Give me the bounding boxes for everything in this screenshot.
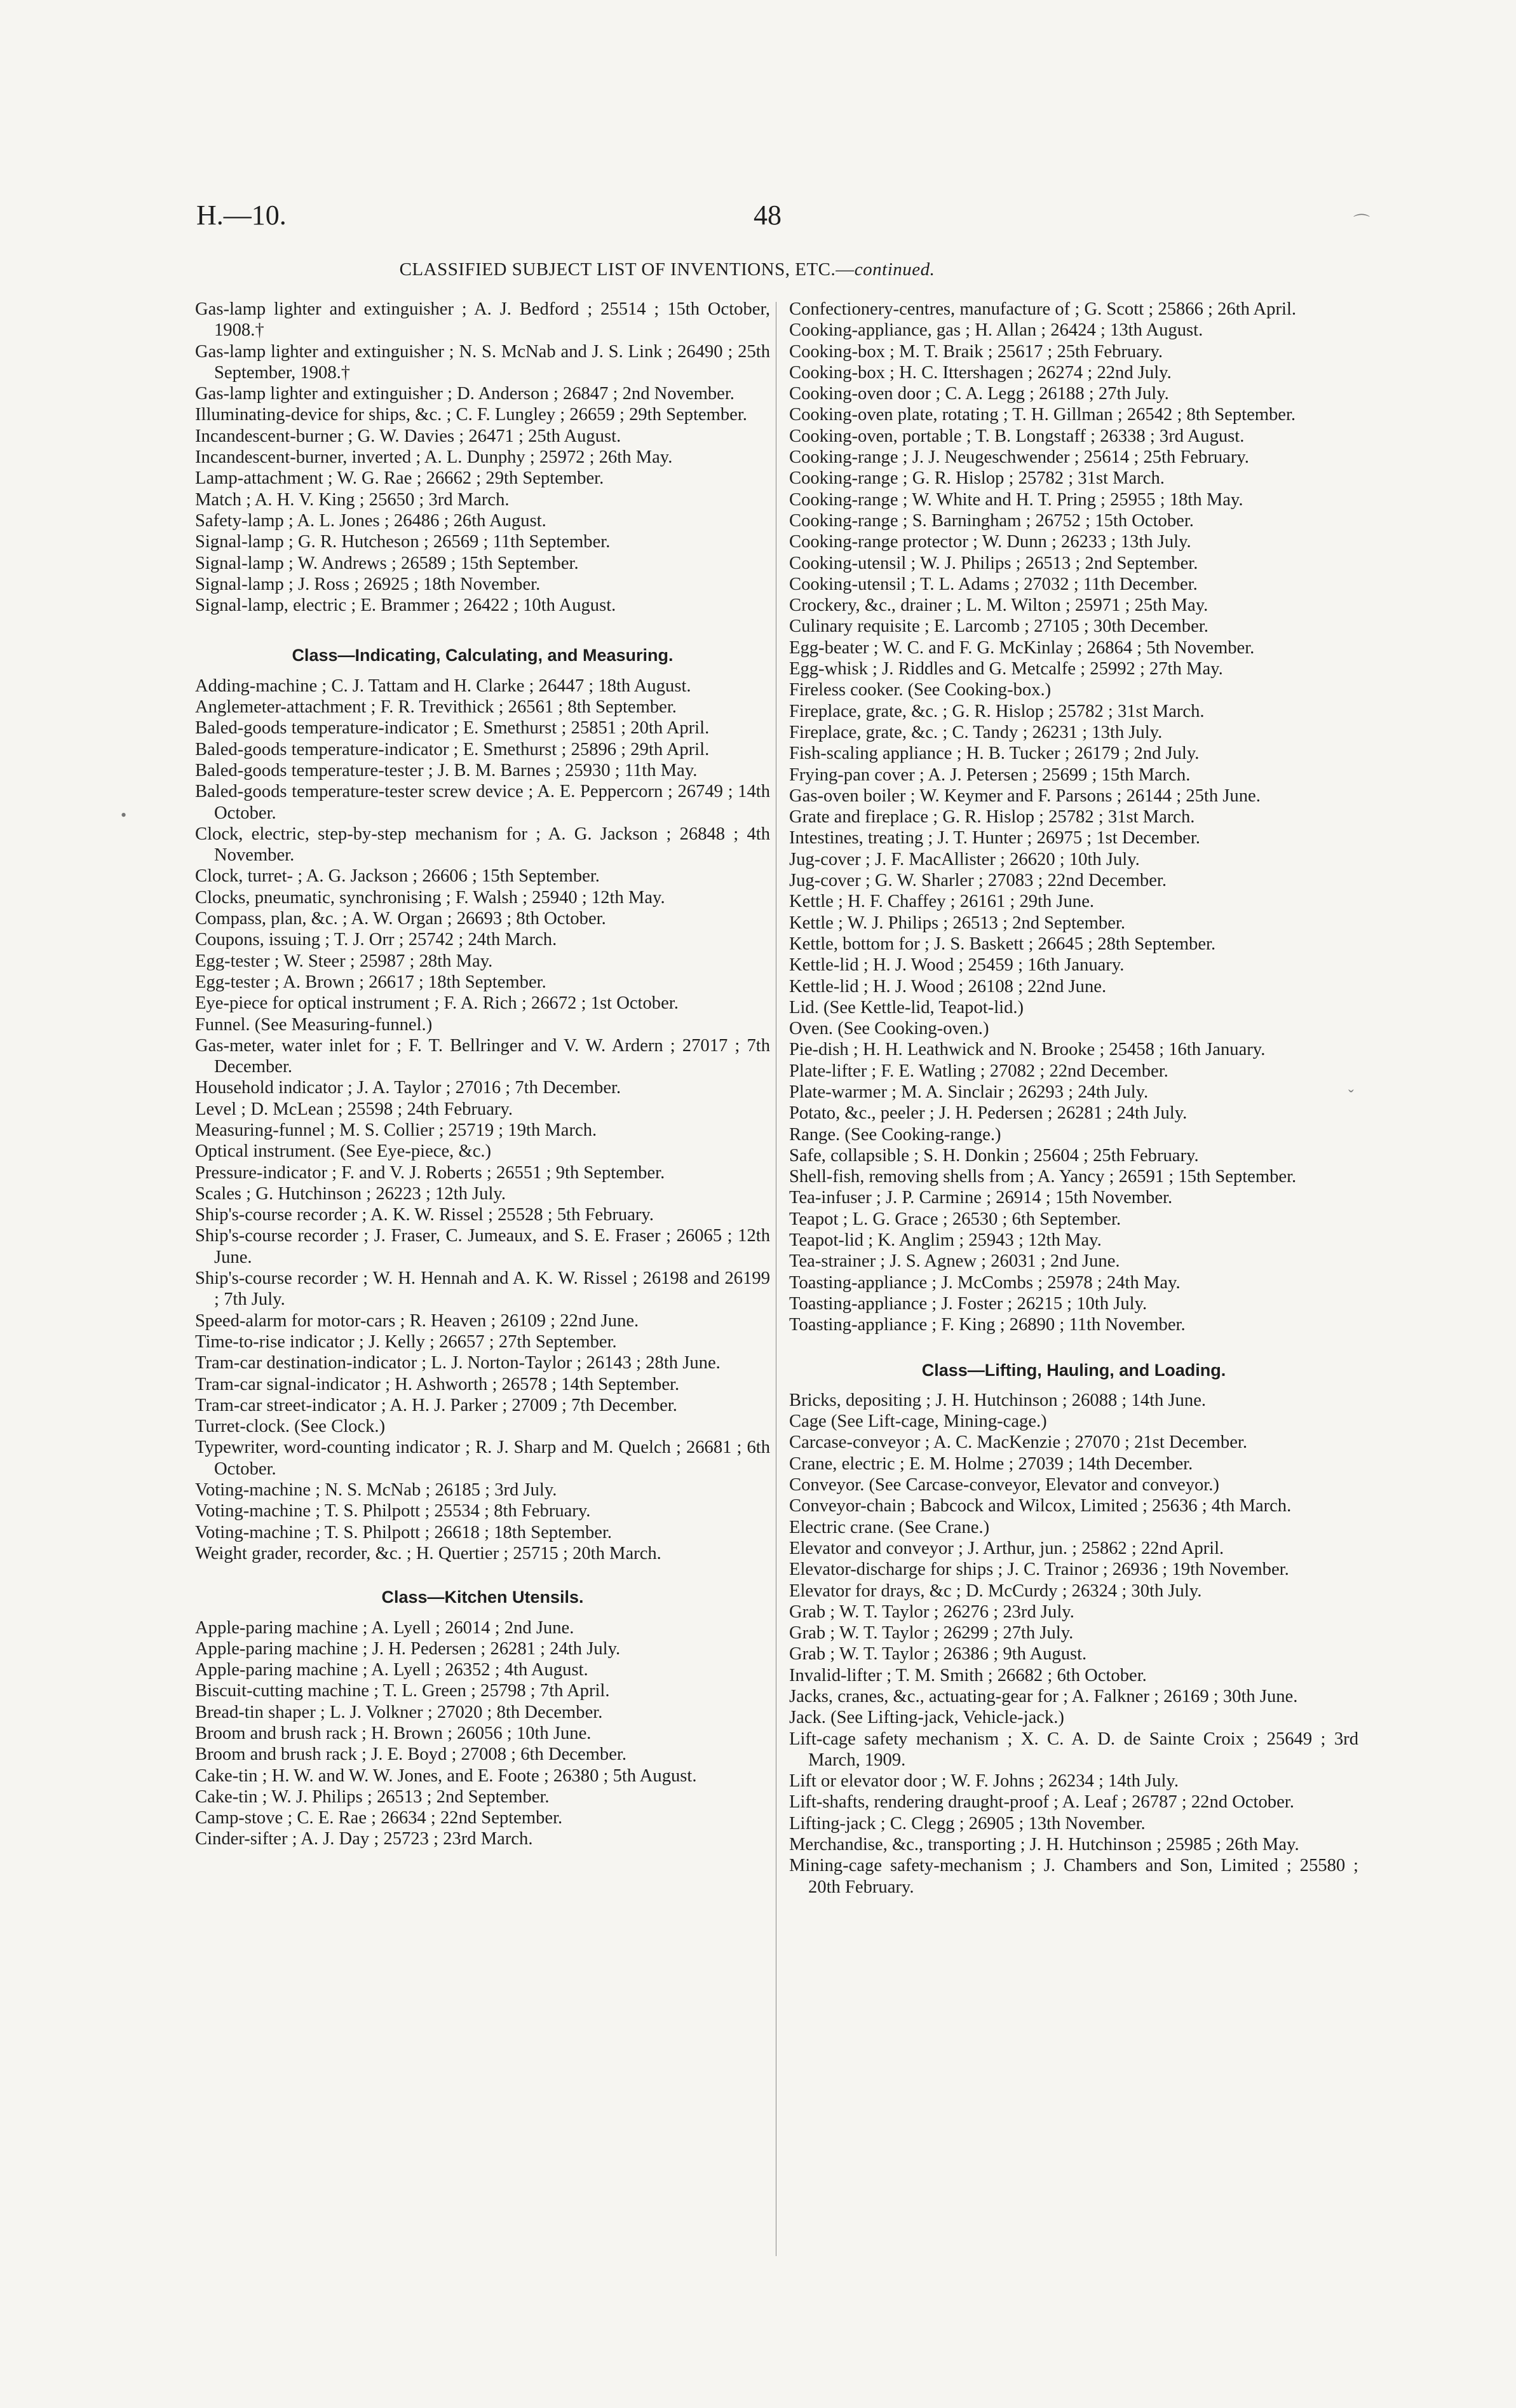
list-item: Cooking-box ; M. T. Braik ; 25617 ; 25th February. — [789, 341, 1163, 362]
list-item: Jug-cover ; J. F. MacAllister ; 26620 ; 10th July. — [789, 849, 1140, 869]
list-item: Elevator for drays, &c ; D. McCurdy ; 26324 ; 30th July. — [789, 1581, 1202, 1601]
list-item: Grate and fireplace ; G. R. Hislop ; 25782 ; 31st March. — [789, 807, 1195, 827]
list-item: Signal-lamp, electric ; E. Brammer ; 26422 ; 10th August. — [195, 595, 616, 616]
list-item: Fireplace, grate, &c. ; C. Tandy ; 26231 ; 13th July. — [789, 722, 1163, 742]
list-item: Cooking-oven, portable ; T. B. Longstaff ; 26338 ; 3rd August. — [789, 426, 1245, 446]
list-item: Apple-paring machine ; A. Lyell ; 26014 ; 2nd June. — [195, 1617, 574, 1638]
list-item: Grab ; W. T. Taylor ; 26386 ; 9th August. — [789, 1644, 1087, 1664]
list-item: Egg-tester ; A. Brown ; 26617 ; 18th September. — [195, 972, 546, 992]
list-item: Kettle ; H. F. Chaffey ; 26161 ; 29th June. — [789, 892, 1095, 912]
list-item: Illuminating-device for ships, &c. ; C. F. Lungley ; 26659 ; 29th September. — [195, 405, 747, 425]
list-item: Kettle-lid ; H. J. Wood ; 25459 ; 16th January. — [789, 955, 1125, 976]
list-item: Household indicator ; J. A. Taylor ; 27016 ; 7th December. — [195, 1078, 621, 1098]
left-column — [195, 299, 770, 1850]
list-item: Gas-meter, water inlet for ; F. T. Bellringer and V. W. Ardern ; 27017 ; 7th December. — [195, 1035, 770, 1077]
list-item: Merchandise, &c., transporting ; J. H. Hutchinson ; 25985 ; 26th May. — [789, 1835, 1299, 1855]
list-item: Invalid-lifter ; T. M. Smith ; 26682 ; 6th October. — [789, 1665, 1147, 1685]
list-item: Biscuit-cutting machine ; T. L. Green ; 25798 ; 7th April. — [195, 1681, 610, 1701]
list-item: Cooking-range ; W. White and H. T. Pring ; 25955 ; 18th May. — [789, 489, 1243, 510]
list-item: Toasting-appliance ; J. McCombs ; 25978 ; 24th May. — [789, 1272, 1181, 1293]
list-item: Intestines, treating ; J. T. Hunter ; 26975 ; 1st December. — [789, 828, 1200, 848]
list-item: Egg-beater ; W. C. and F. G. McKinlay ; 26864 ; 5th November. — [789, 637, 1255, 658]
list-item: Cooking-appliance, gas ; H. Allan ; 26424 ; 13th August. — [789, 320, 1203, 341]
list-item: Baled-goods temperature-indicator ; E. Smethurst ; 25851 ; 20th April. — [195, 718, 710, 738]
list-item: Time-to-rise indicator ; J. Kelly ; 26657 ; 27th September. — [195, 1331, 617, 1352]
list-item: Lift or elevator door ; W. F. Johns ; 26234 ; 14th July. — [789, 1771, 1179, 1792]
list-item: Fireless cooker. (See Cooking-box.) — [789, 680, 1052, 700]
list-item: Crockery, &c., drainer ; L. M. Wilton ; 25971 ; 25th May. — [789, 595, 1208, 616]
kitchen-continued-entry-list — [789, 299, 1358, 1336]
list-item: Ship's-course recorder ; W. H. Hennah and A. K. W. Rissel ; 26198 and 26199 ; 7th July. — [195, 1269, 770, 1310]
indicating-entry-list — [195, 676, 770, 1564]
list-item: Shell-fish, removing shells from ; A. Yancy ; 26591 ; 15th September. — [789, 1167, 1297, 1187]
list-item: Scales ; G. Hutchinson ; 26223 ; 12th July. — [195, 1183, 506, 1204]
list-item: Elevator-discharge for ships ; J. C. Trainor ; 26936 ; 19th November. — [789, 1560, 1289, 1580]
list-item: Broom and brush rack ; J. E. Boyd ; 27008 ; 6th December. — [195, 1745, 626, 1765]
list-item: Cooking-range ; G. R. Hislop ; 25782 ; 31st March. — [789, 468, 1165, 489]
list-item: Baled-goods temperature-tester screw device ; A. E. Peppercorn ; 26749 ; 14th October. — [195, 782, 770, 823]
list-item: Incandescent-burner ; G. W. Davies ; 26471 ; 25th August. — [195, 426, 621, 446]
list-item: Fish-scaling appliance ; H. B. Tucker ; 26179 ; 2nd July. — [789, 744, 1200, 764]
list-item: Teapot ; L. G. Grace ; 26530 ; 6th September. — [789, 1209, 1121, 1229]
list-item: Voting-machine ; T. S. Philpott ; 25534 ; 8th February. — [195, 1501, 591, 1521]
list-item: Range. (See Cooking-range.) — [789, 1124, 1001, 1145]
list-item: Weight grader, recorder, &c. ; H. Quertier ; 25715 ; 20th March. — [195, 1543, 661, 1563]
list-item: Potato, &c., peeler ; J. H. Pedersen ; 26281 ; 24th July. — [789, 1103, 1188, 1124]
list-item: Baled-goods temperature-tester ; J. B. M. Barnes ; 25930 ; 11th May. — [195, 760, 698, 780]
list-item: Signal-lamp ; W. Andrews ; 26589 ; 15th September. — [195, 553, 579, 573]
list-item: Tea-strainer ; J. S. Agnew ; 26031 ; 2nd June. — [789, 1251, 1120, 1272]
list-item: Plate-warmer ; M. A. Sinclair ; 26293 ; 24th July. — [789, 1082, 1149, 1102]
margin-tick-icon: ˇ — [1348, 1087, 1354, 1105]
list-item: Culinary requisite ; E. Larcomb ; 27105 ; 30th December. — [789, 616, 1208, 637]
list-item: Bread-tin shaper ; L. J. Volkner ; 27020 ; 8th December. — [195, 1702, 603, 1722]
page-title-main: CLASSIFIED SUBJECT LIST OF INVENTIONS, ETC.— — [399, 259, 855, 280]
lifting-entry-list — [789, 1390, 1358, 1898]
list-item: Toasting-appliance ; F. King ; 26890 ; 11th November. — [789, 1315, 1186, 1335]
list-item: Gas-lamp lighter and extinguisher ; N. S. McNab and J. S. Link ; 26490 ; 25th September, 1908.† — [195, 341, 770, 383]
document-reference: H.—10. — [196, 200, 287, 231]
class-heading-kitchen: Class—Kitchen Utensils. — [381, 1588, 584, 1607]
list-item: Frying-pan cover ; A. J. Petersen ; 25699 ; 15th March. — [789, 765, 1191, 785]
list-item: Measuring-funnel ; M. S. Collier ; 25719 ; 19th March. — [195, 1120, 597, 1140]
list-item: Funnel. (See Measuring-funnel.) — [195, 1014, 433, 1035]
list-item: Match ; A. H. V. King ; 25650 ; 3rd March. — [195, 489, 510, 510]
list-item: Egg-whisk ; J. Riddles and G. Metcalfe ; 25992 ; 27th May. — [789, 659, 1223, 679]
list-item: Compass, plan, &c. ; A. W. Organ ; 26693 ; 8th October. — [195, 909, 606, 929]
list-item: Crane, electric ; E. M. Holme ; 27039 ; 14th December. — [789, 1453, 1193, 1474]
list-item: Voting-machine ; T. S. Philpott ; 26618 ; 18th September. — [195, 1522, 612, 1542]
list-item: Camp-stove ; C. E. Rae ; 26634 ; 22nd September. — [195, 1808, 563, 1828]
margin-mark-icon: ⌒ — [1353, 214, 1370, 232]
list-item: Conveyor. (See Carcase-conveyor, Elevator and conveyor.) — [789, 1475, 1219, 1495]
list-item: Cooking-range protector ; W. Dunn ; 26233 ; 13th July. — [789, 532, 1191, 552]
list-item: Cooking-range ; J. J. Neugeschwender ; 25614 ; 25th February. — [789, 447, 1249, 468]
list-item: Tram-car signal-indicator ; H. Ashworth ; 26578 ; 14th September. — [195, 1374, 680, 1394]
list-item: Tram-car street-indicator ; A. H. J. Parker ; 27009 ; 7th December. — [195, 1395, 677, 1415]
kitchen-entry-list — [195, 1617, 770, 1850]
list-item: Pressure-indicator ; F. and V. J. Roberts ; 26551 ; 9th September. — [195, 1162, 665, 1183]
right-column — [789, 299, 1358, 1898]
list-item: Clock, electric, step-by-step mechanism for ; A. G. Jackson ; 26848 ; 4th November. — [195, 824, 770, 866]
list-item: Turret-clock. (See Clock.) — [195, 1417, 386, 1437]
list-item: Cooking-oven door ; C. A. Legg ; 26188 ; 27th July. — [789, 384, 1169, 404]
class-heading-indicating: Class—Indicating, Calculating, and Measuring. — [292, 646, 673, 665]
list-item: Tea-infuser ; J. P. Carmine ; 26914 ; 15th November. — [789, 1188, 1173, 1208]
list-item: Anglemeter-attachment ; F. R. Trevithick ; 26561 ; 8th September. — [195, 697, 677, 718]
list-item: Mining-cage safety-mechanism ; J. Chambers and Son, Limited ; 25580 ; 20th February. — [789, 1856, 1358, 1897]
page-number: 48 — [754, 200, 782, 231]
list-item: Electric crane. (See Crane.) — [789, 1517, 990, 1537]
list-item: Lamp-attachment ; W. G. Rae ; 26662 ; 29th September. — [195, 468, 604, 489]
list-item: Baled-goods temperature-indicator ; E. Smethurst ; 25896 ; 29th April. — [195, 739, 710, 759]
list-item: Tram-car destination-indicator ; L. J. Norton-Taylor ; 26143 ; 28th June. — [195, 1353, 721, 1373]
list-item: Fireplace, grate, &c. ; G. R. Hislop ; 25782 ; 31st March. — [789, 701, 1205, 721]
list-item: Cinder-sifter ; A. J. Day ; 25723 ; 23rd March. — [195, 1829, 533, 1849]
list-item: Speed-alarm for motor-cars ; R. Heaven ; 26109 ; 22nd June. — [195, 1310, 639, 1331]
list-item: Grab ; W. T. Taylor ; 26299 ; 27th July. — [789, 1623, 1074, 1643]
page-title — [191, 259, 1144, 280]
list-item: Lift-cage safety mechanism ; X. C. A. D. de Sainte Croix ; 25649 ; 3rd March, 1909. — [789, 1729, 1358, 1770]
list-item: Conveyor-chain ; Babcock and Wilcox, Limited ; 25636 ; 4th March. — [789, 1496, 1292, 1516]
list-item: Cooking-utensil ; W. J. Philips ; 26513 ; 2nd September. — [789, 553, 1198, 573]
list-item: Ship's-course recorder ; J. Fraser, C. Jumeaux, and S. E. Fraser ; 26065 ; 12th June. — [195, 1226, 770, 1267]
list-item: Cake-tin ; H. W. and W. W. Jones, and E. Foote ; 26380 ; 5th August. — [195, 1765, 697, 1786]
list-item: Safety-lamp ; A. L. Jones ; 26486 ; 26th August. — [195, 510, 546, 531]
list-item: Bricks, depositing ; J. H. Hutchinson ; 26088 ; 14th June. — [789, 1390, 1207, 1410]
list-item: Lid. (See Kettle-lid, Teapot-lid.) — [789, 997, 1024, 1017]
list-item: Elevator and conveyor ; J. Arthur, jun. ; 25862 ; 22nd April. — [789, 1538, 1224, 1558]
list-item: Oven. (See Cooking-oven.) — [789, 1019, 989, 1039]
list-item: Cooking-range ; S. Barningham ; 26752 ; 15th October. — [789, 510, 1194, 531]
list-item: Confectionery-centres, manufacture of ; G. Scott ; 25866 ; 26th April. — [789, 299, 1297, 319]
list-item: Jacks, cranes, &c., actuating-gear for ; A. Falkner ; 26169 ; 30th June. — [789, 1687, 1298, 1706]
list-item: Kettle-lid ; H. J. Wood ; 26108 ; 22nd June. — [789, 976, 1107, 997]
list-item: Typewriter, word-counting indicator ; R. J. Sharp and M. Quelch ; 26681 ; 6th October. — [195, 1438, 770, 1479]
list-item: Gas-lamp lighter and extinguisher ; D. Anderson ; 26847 ; 2nd November. — [195, 384, 734, 404]
list-item: Adding-machine ; C. J. Tattam and H. Clarke ; 26447 ; 18th August. — [195, 676, 691, 696]
page-title-continued: continued. — [854, 259, 935, 280]
list-item: Cake-tin ; W. J. Philips ; 26513 ; 2nd September. — [195, 1786, 550, 1807]
list-item: Gas-lamp lighter and extinguisher ; A. J. Bedford ; 25514 ; 15th October, 1908.† — [195, 299, 770, 341]
list-item: Incandescent-burner, inverted ; A. L. Dunphy ; 25972 ; 26th May. — [195, 447, 673, 468]
list-item: Cooking-box ; H. C. Ittershagen ; 26274 ; 22nd July. — [789, 362, 1172, 383]
list-item: Egg-tester ; W. Steer ; 25987 ; 28th May. — [195, 951, 493, 971]
list-item: Broom and brush rack ; H. Brown ; 26056 ; 10th June. — [195, 1724, 592, 1743]
list-item: Optical instrument. (See Eye-piece, &c.) — [195, 1141, 492, 1162]
intro-entry-list — [195, 299, 770, 616]
list-item: Signal-lamp ; J. Ross ; 26925 ; 18th November. — [195, 574, 541, 594]
list-item: Coupons, issuing ; T. J. Orr ; 25742 ; 24th March. — [195, 930, 557, 950]
list-item: Jack. (See Lifting-jack, Vehicle-jack.) — [789, 1708, 1064, 1728]
list-item: Teapot-lid ; K. Anglim ; 25943 ; 12th May. — [789, 1230, 1102, 1251]
list-item: Clock, turret- ; A. G. Jackson ; 26606 ; 15th September. — [195, 866, 600, 887]
list-item: Voting-machine ; N. S. McNab ; 26185 ; 3rd July. — [195, 1480, 557, 1500]
list-item: Kettle ; W. J. Philips ; 26513 ; 2nd September. — [789, 913, 1125, 933]
class-heading-lifting: Class—Lifting, Hauling, and Loading. — [921, 1360, 1226, 1380]
list-item: Lifting-jack ; C. Clegg ; 26905 ; 13th November. — [789, 1813, 1146, 1833]
list-item: Ship's-course recorder ; A. K. W. Rissel ; 25528 ; 5th February. — [195, 1205, 654, 1225]
list-item: Apple-paring machine ; A. Lyell ; 26352 ; 4th August. — [195, 1660, 588, 1680]
list-item: Cooking-utensil ; T. L. Adams ; 27032 ; 11th December. — [789, 574, 1198, 594]
list-item: Gas-oven boiler ; W. Keymer and F. Parsons ; 26144 ; 25th June. — [789, 786, 1261, 806]
list-item: Clocks, pneumatic, synchronising ; F. Walsh ; 25940 ; 12th May. — [195, 887, 665, 908]
list-item: Pie-dish ; H. H. Leathwick and N. Brooke ; 25458 ; 16th January. — [789, 1040, 1266, 1060]
list-item: Carcase-conveyor ; A. C. MacKenzie ; 27070 ; 21st December. — [789, 1432, 1247, 1453]
list-item: Lift-shafts, rendering draught-proof ; A. Leaf ; 26787 ; 22nd October. — [789, 1792, 1294, 1813]
list-item: Jug-cover ; G. W. Sharler ; 27083 ; 22nd December. — [789, 871, 1167, 891]
list-item: Toasting-appliance ; J. Foster ; 26215 ; 10th July. — [789, 1293, 1147, 1314]
list-item: Grab ; W. T. Taylor ; 26276 ; 23rd July. — [789, 1602, 1074, 1622]
list-item: Signal-lamp ; G. R. Hutcheson ; 26569 ; 11th September. — [195, 532, 611, 552]
list-item: Apple-paring machine ; J. H. Pedersen ; 26281 ; 24th July. — [195, 1638, 621, 1659]
list-item: Kettle, bottom for ; J. S. Baskett ; 26645 ; 28th September. — [789, 934, 1216, 954]
list-item: Eye-piece for optical instrument ; F. A. Rich ; 26672 ; 1st October. — [195, 993, 679, 1014]
list-item: Level ; D. McLean ; 25598 ; 24th February. — [195, 1099, 513, 1119]
list-item: Cooking-oven plate, rotating ; T. H. Gillman ; 26542 ; 8th September. — [789, 405, 1296, 425]
list-item: Plate-lifter ; F. E. Watling ; 27082 ; 22nd December. — [789, 1061, 1168, 1081]
margin-dot-icon: • — [121, 806, 127, 824]
list-item: Safe, collapsible ; S. H. Donkin ; 25604 ; 25th February. — [789, 1145, 1199, 1166]
list-item: Cage (See Lift-cage, Mining-cage.) — [789, 1411, 1047, 1432]
